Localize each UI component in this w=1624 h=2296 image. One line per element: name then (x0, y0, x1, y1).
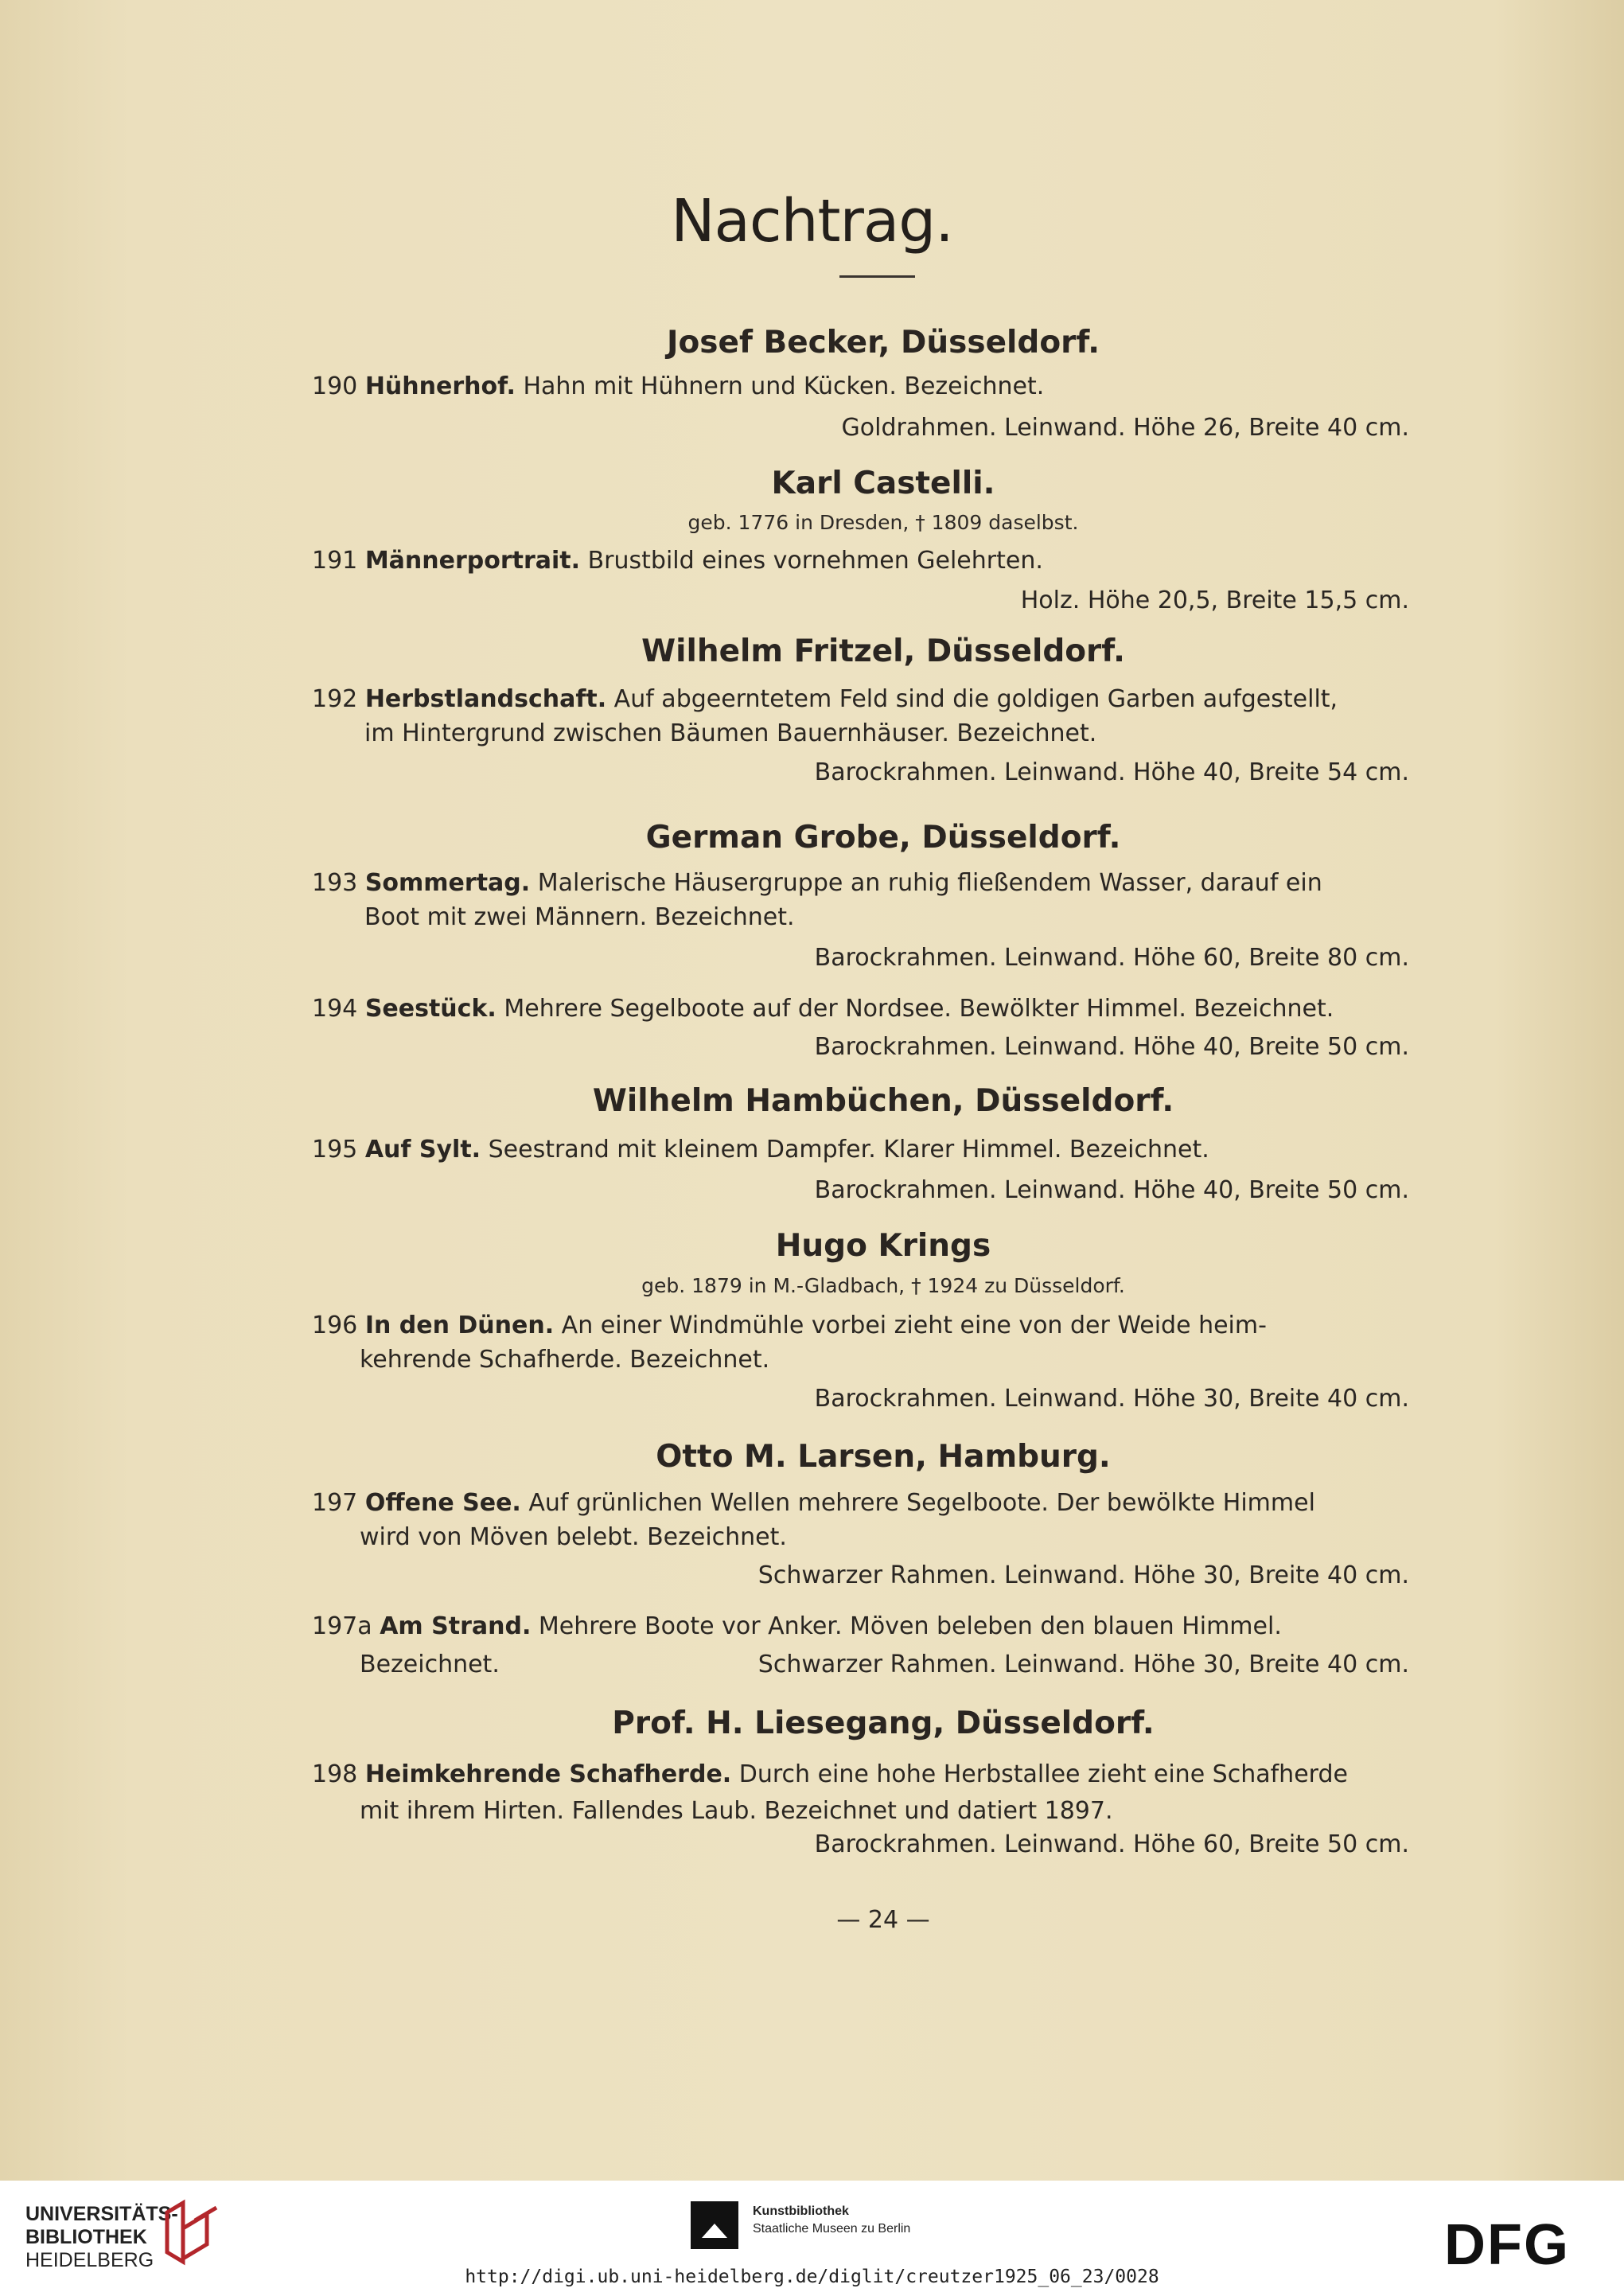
title-rule (839, 275, 915, 278)
entry-description: Malerische Häusergruppe an ruhig fließendem Wasser, darauf ein (537, 869, 1322, 897)
entry-description: Seestrand mit kleinem Dampfer. Klarer Himmel. Bezeichnet. (488, 1136, 1209, 1164)
entry-description: mit ihrem Hirten. Fallendes Laub. Bezeichnet und datiert 1897. (360, 1797, 1113, 1825)
artist-heading: Karl Castelli. (771, 466, 995, 501)
artist-bio: geb. 1776 in Dresden, † 1809 daselbst. (687, 511, 1079, 534)
catalog-entry-line (312, 1136, 1209, 1164)
entry-details: Goldrahmen. Leinwand. Höhe 26, Breite 40 cm. (841, 414, 1409, 442)
entry-description: Brustbild eines vornehmen Gelehrten. (587, 547, 1043, 575)
entry-title: Auf Sylt. (364, 1136, 481, 1164)
entry-title: Seestück. (364, 995, 497, 1023)
logo-line: HEIDELBERG (25, 2249, 154, 2271)
entry-title: Heimkehrende Schafherde. (364, 1760, 732, 1788)
catalog-entry-line (312, 1312, 1267, 1339)
artist-heading: Wilhelm Hambüchen, Düsseldorf. (592, 1083, 1174, 1119)
entry-title: Männerportrait. (364, 547, 581, 575)
artist-heading: Josef Becker, Düsseldorf. (666, 325, 1100, 361)
entry-number: 191 (312, 547, 358, 575)
entry-title: Offene See. (364, 1489, 521, 1517)
viewer-footer (0, 2181, 1624, 2296)
entry-description: Mehrere Segelboote auf der Nordsee. Bewölkter Himmel. Bezeichnet. (504, 995, 1334, 1023)
artist-heading: Hugo Krings (775, 1228, 991, 1264)
entry-details: Barockrahmen. Leinwand. Höhe 60, Breite 50 cm. (814, 1830, 1409, 1858)
entry-description: Mehrere Boote vor Anker. Möven beleben den blauen Himmel. (538, 1612, 1282, 1640)
entry-details: Barockrahmen. Leinwand. Höhe 40, Breite 54 cm. (814, 758, 1409, 786)
entry-number: 192 (312, 685, 358, 713)
logo-line: UNIVERSITÄTS- (25, 2203, 178, 2225)
entry-title: Herbstlandschaft. (364, 685, 607, 713)
entry-description: Auf grünlichen Wellen mehrere Segelboote. Der bewölkte Himmel (528, 1489, 1315, 1517)
university-library-logo-icon[interactable] (159, 2197, 223, 2268)
entry-description: Durch eine hohe Herbstallee zieht eine Schafherde (738, 1760, 1348, 1788)
entry-details: Schwarzer Rahmen. Leinwand. Höhe 30, Breite 40 cm. (757, 1651, 1409, 1678)
catalog-entry-line (312, 869, 1322, 897)
entry-number: 194 (312, 995, 358, 1023)
page-title: Nachtrag. (671, 187, 953, 255)
entry-details: Barockrahmen. Leinwand. Höhe 30, Breite 40 cm. (814, 1385, 1409, 1413)
entry-number: 198 (312, 1760, 358, 1788)
artist-heading: Otto M. Larsen, Hamburg. (656, 1439, 1111, 1475)
catalog-entry-line (312, 1760, 1348, 1788)
artist-heading: German Grobe, Düsseldorf. (645, 820, 1121, 856)
university-library-logo-text[interactable] (25, 2203, 178, 2272)
entry-description: kehrende Schafherde. Bezeichnet. (360, 1346, 770, 1374)
catalog-entry-line (312, 1612, 1282, 1640)
kunstbibliothek-label[interactable] (753, 2203, 910, 2238)
entry-details: Holz. Höhe 20,5, Breite 15,5 cm. (1020, 587, 1409, 614)
entry-details: Barockrahmen. Leinwand. Höhe 40, Breite 50 cm. (814, 1176, 1409, 1204)
entry-details: Schwarzer Rahmen. Leinwand. Höhe 30, Breite 40 cm. (757, 1561, 1409, 1589)
entry-details: Barockrahmen. Leinwand. Höhe 40, Breite 50 cm. (814, 1033, 1409, 1061)
catalog-entry-line (312, 1489, 1315, 1517)
kunstbibliothek-logo-icon[interactable] (691, 2201, 738, 2249)
entry-title: Am Strand. (380, 1612, 532, 1640)
logo-line: BIBLIOTHEK (25, 2226, 147, 2248)
page-number: — 24 — (836, 1906, 930, 1934)
catalog-entry-line (312, 372, 1044, 400)
catalog-entry-line (312, 995, 1334, 1023)
entry-number: 190 (312, 372, 358, 400)
entry-title: Sommertag. (364, 869, 531, 897)
entry-number: 193 (312, 869, 358, 897)
entry-number: 197 (312, 1489, 358, 1517)
entry-number: 195 (312, 1136, 358, 1164)
entry-description: Hahn mit Hühnern und Kücken. Bezeichnet. (523, 372, 1045, 400)
artist-heading: Wilhelm Fritzel, Düsseldorf. (641, 633, 1125, 669)
dfg-logo[interactable]: DFG (1444, 2213, 1570, 2277)
entry-title: Hühnerhof. (364, 372, 516, 400)
entry-description: Boot mit zwei Männern. Bezeichnet. (364, 903, 795, 931)
entry-details: Barockrahmen. Leinwand. Höhe 60, Breite 80 cm. (814, 944, 1409, 972)
kb-subtitle: Staatliche Museen zu Berlin (753, 2222, 911, 2236)
entry-title: In den Dünen. (364, 1312, 555, 1339)
entry-description: Auf abgeerntetem Feld sind die goldigen Garben aufgestellt, (613, 685, 1338, 713)
catalog-entry-line (312, 685, 1338, 713)
artist-heading: Prof. H. Liesegang, Düsseldorf. (612, 1705, 1155, 1741)
artist-bio: geb. 1879 in M.-Gladbach, † 1924 zu Düsseldorf. (641, 1274, 1125, 1297)
kb-name: Kunstbibliothek (753, 2204, 849, 2218)
entry-description: Bezeichnet. (360, 1651, 500, 1678)
catalog-entry-line (312, 547, 1043, 575)
entry-description: im Hintergrund zwischen Bäumen Bauernhäuser. Bezeichnet. (364, 719, 1097, 747)
entry-number: 197a (312, 1612, 372, 1640)
page-url[interactable]: http://digi.ub.uni-heidelberg.de/diglit/creutzer1925_06_23/0028 (465, 2267, 1159, 2287)
entry-number: 196 (312, 1312, 358, 1339)
entry-description: An einer Windmühle vorbei zieht eine von der Weide heim- (561, 1312, 1267, 1339)
entry-description: wird von Möven belebt. Bezeichnet. (360, 1523, 787, 1551)
